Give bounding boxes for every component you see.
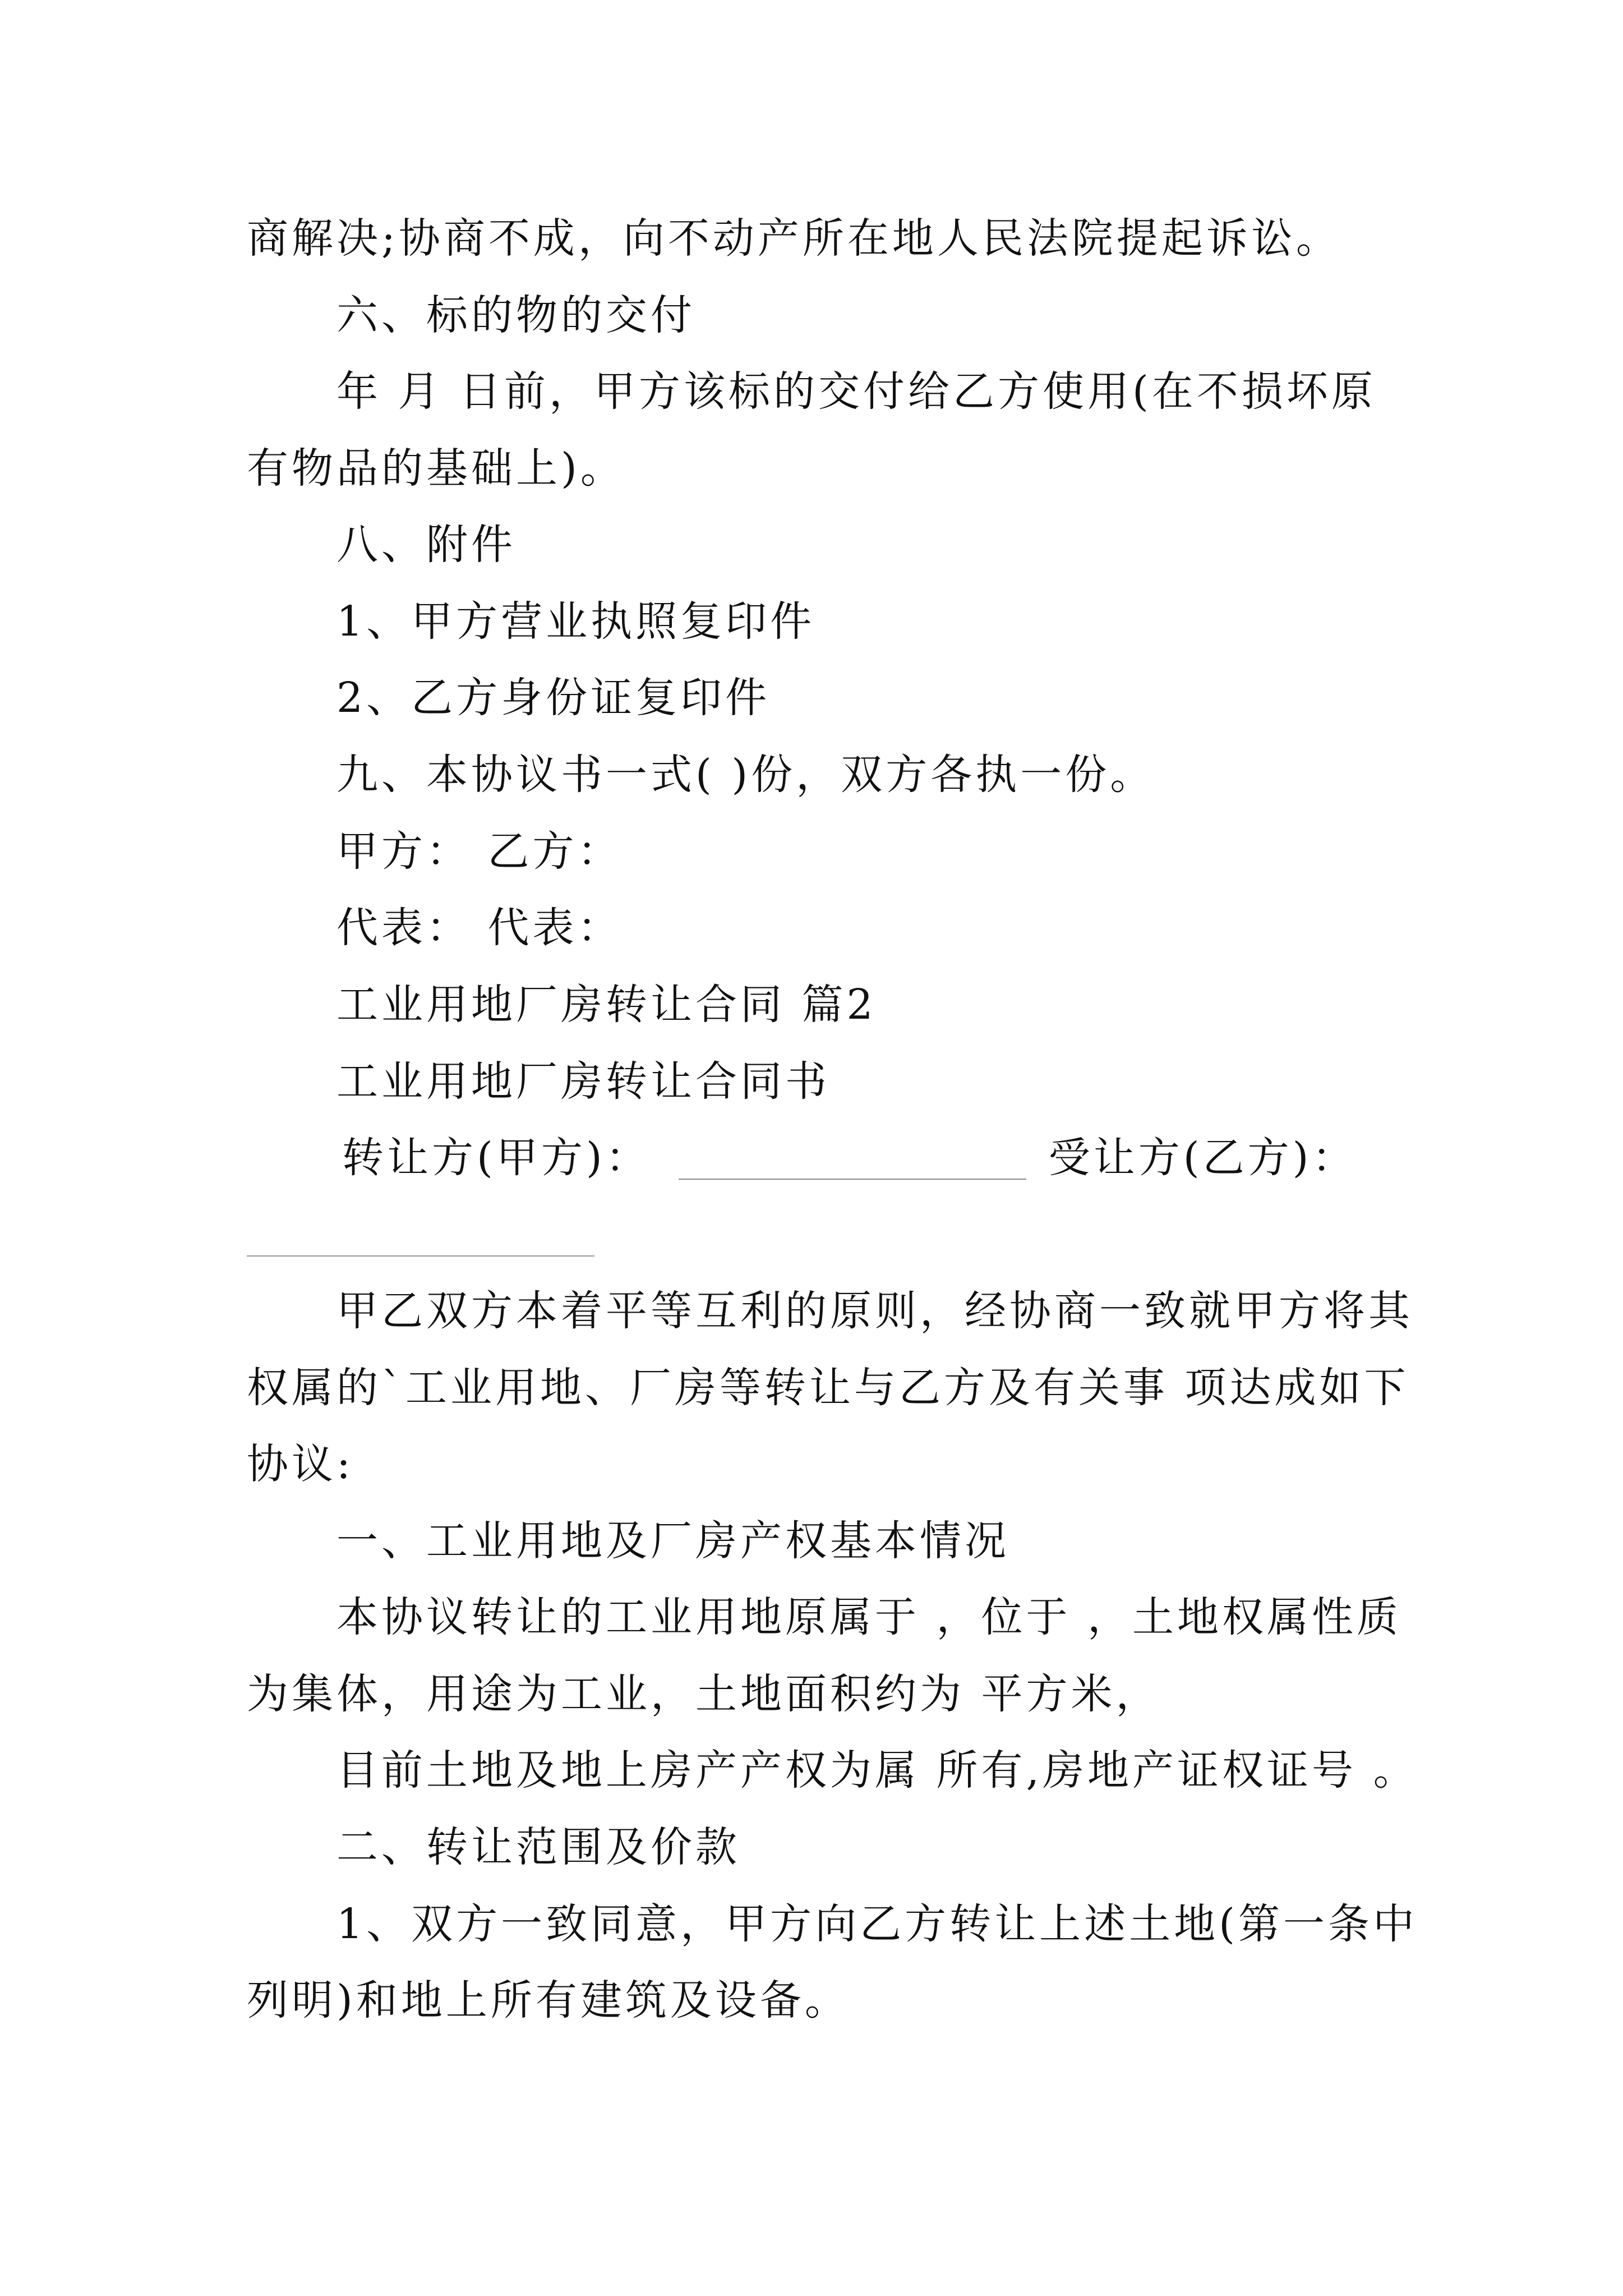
paragraph-line: 年 月 日前，甲方该标的交付给乙方使用(在不损坏原 bbox=[336, 367, 1376, 416]
paragraph-line: 权属的`工业用地、厂房等转让与乙方及有关事 项达成如下 bbox=[247, 1364, 1409, 1412]
section-heading: 八、附件 bbox=[336, 521, 516, 569]
list-item: 1、甲方营业执照复印件 bbox=[336, 597, 815, 646]
transfer-party-label: 转让方(甲方)： bbox=[342, 1134, 651, 1182]
document-title: 工业用地厂房转让合同书 bbox=[336, 1057, 830, 1106]
paragraph-line: 甲乙双方本着平等互利的原则，经协商一致就甲方将其 bbox=[336, 1287, 1413, 1335]
document-subtitle: 工业用地厂房转让合同 篇2 bbox=[336, 981, 877, 1029]
section-heading: 一、工业用地及厂房产权基本情况 bbox=[336, 1517, 1009, 1565]
paragraph-line: 商解决;协商不成，向不动产所在地人民法院提起诉讼。 bbox=[247, 214, 1341, 263]
receiving-party-label: 受让方(乙方)： bbox=[1048, 1134, 1357, 1182]
party-line bbox=[342, 1130, 1357, 1186]
section-heading: 六、标的物的交付 bbox=[336, 291, 695, 339]
paragraph-line: 为集体，用途为工业，土地面积约为 平方米， bbox=[247, 1670, 1161, 1718]
signature-line: 甲方： 乙方： bbox=[336, 827, 623, 876]
blank-underline bbox=[247, 1255, 594, 1257]
section-heading: 二、转让范围及价款 bbox=[336, 1823, 740, 1871]
paragraph-line: 目前土地及地上房产产权为属 所有,房地产证权证号 。 bbox=[336, 1746, 1418, 1795]
paragraph-line: 本协议转让的工业用地原属于 ，位于 ，土地权属性质 bbox=[336, 1593, 1402, 1641]
paragraph-line: 列明)和地上所有建筑及设备。 bbox=[247, 1976, 850, 2024]
signature-line: 代表： 代表： bbox=[336, 904, 623, 952]
paragraph-line: 1、双方一致同意，甲方向乙方转让上述土地(第一条中 bbox=[336, 1900, 1418, 1948]
list-item: 2、乙方身份证复印件 bbox=[336, 674, 771, 722]
paragraph-line: 协议: bbox=[247, 1440, 354, 1488]
blank-underline bbox=[679, 1176, 1026, 1180]
paragraph-line: 九、本协议书一式( )份，双方各执一份。 bbox=[336, 751, 1155, 799]
paragraph-line: 有物品的基础上)。 bbox=[247, 444, 625, 493]
